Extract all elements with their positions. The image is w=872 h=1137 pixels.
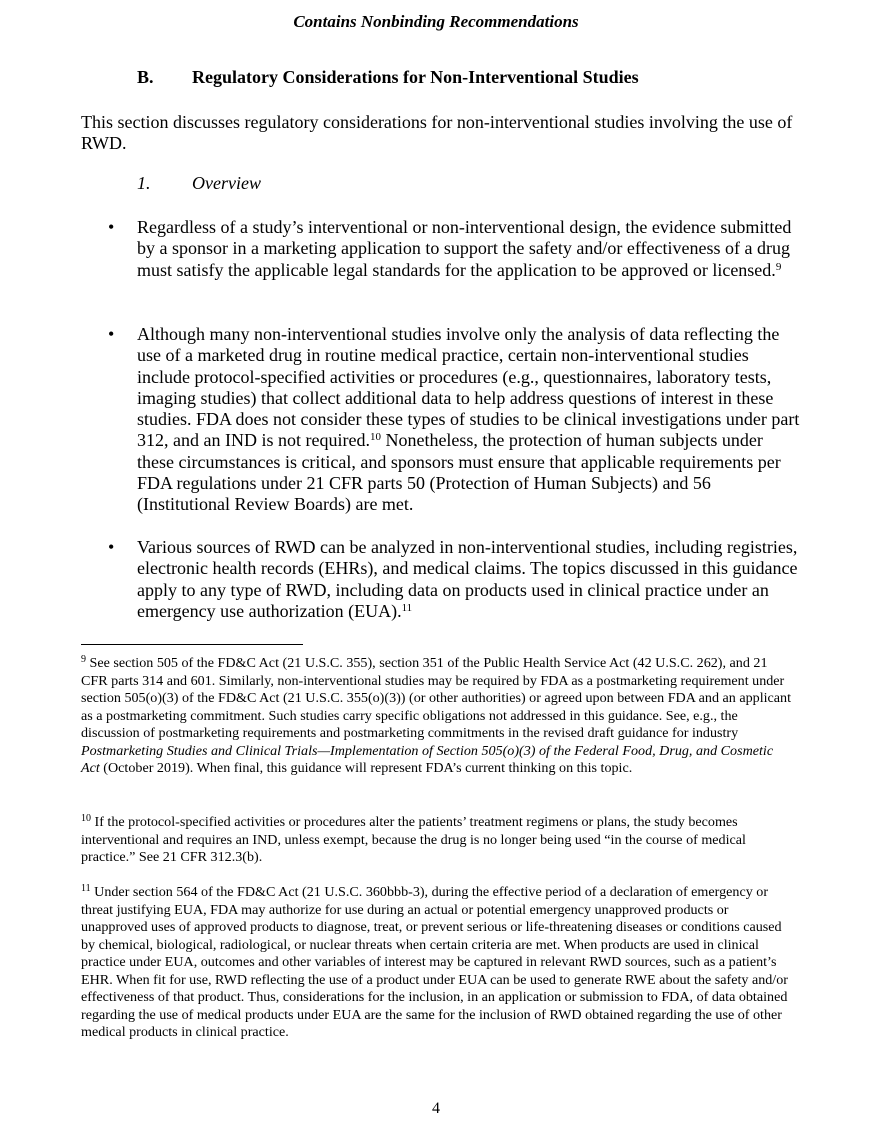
subsection-number: 1. (137, 173, 151, 193)
bullet-text: Although many non-interventional studies involve only the analysis of data reflecting the use of a marketed drug in routine medical practice, certain non-interventional studies include protocol-specified activities or procedures (e.g., questionnaires, laboratory tests, imaging studies) that collect additional data to help address questions of interest in these studies. FDA does not consider these types of studies to be clinical investigations under part 312, and an IND is not required. (137, 324, 800, 451)
bullet-icon: • (108, 537, 115, 557)
page-header: Contains Nonbinding Recommendations (293, 12, 579, 31)
footnote-number: 11 (81, 883, 91, 894)
bullet-icon: • (108, 217, 115, 237)
footnote-number: 9 (81, 654, 86, 665)
footnote-italic-title: Postmarketing Studies and Clinical Trials—Implementation of Section 505(o)(3) of the Federal Food, Drug, and Cosmetic Act (81, 742, 774, 776)
footnote-ref[interactable]: 11 (401, 601, 413, 614)
subsection-title: Overview (192, 173, 261, 193)
bullet-text: Various sources of RWD can be analyzed in non-interventional studies, including registries, electronic health records (EHRs), and medical claims. The topics discussed in this guidance apply to any type of RWD, including data on products used in clinical practice under an emergency use authorization (EUA). (137, 537, 798, 621)
footnote-10 (81, 814, 793, 867)
bullet-item-2 (108, 324, 802, 516)
page-number: 4 (432, 1100, 440, 1117)
subsection-heading (137, 173, 261, 194)
footnote-text: If the protocol-specified activities or procedures alter the patients’ treatment regimens or plans, the study becomes interventional and requires an IND, unless exempt, because the drug is no longer being used “in the course of medical practice.” See 21 CFR 312.3(b). (81, 814, 746, 865)
footnote-9 (81, 655, 793, 778)
section-number: B. (137, 67, 154, 87)
footnote-ref[interactable]: 9 (775, 260, 782, 273)
footnote-text: Under section 564 of the FD&C Act (21 U.S.C. 360bbb-3), during the effective period of a declaration of emergency or threat justifying EUA, FDA may authorize for use during an actual or potential emergency unapproved products or unapproved uses of approved products to diagnose, treat, or prevent serious or life-threatening diseases or conditions caused by chemical, biological, radiological, or nuclear threats when certain criteria are met. When products are used in clinical practice under EUA, outcomes and other variables of interest may be captured in relevant RWD sources, such as a patient’s EHR. When fit for use, RWD reflecting the use of a product under EUA can be used to generate RWE about the safety and/or effectiveness of that product. Thus, considerations for the inclusion, in an application or submission to FDA, of data obtained regarding the use of medical products under EUA are the same for the inclusion of RWD obtained regarding the use of other medical products in clinical practice. (81, 884, 788, 1040)
footnote-text: See section 505 of the FD&C Act (21 U.S.C. 355), section 351 of the Public Health Service Act (42 U.S.C. 262), and 21 CFR parts 314 and 601. Similarly, non-interventional studies may be required by FDA as a postmarketing requirement under section 505(o)(3) of the FD&C Act (21 U.S.C. 355(o)(3)) (or other authorities) or agreed upon between FDA and an applicant as a postmarketing commitment. Such studies carry specific obligations not addressed in this guidance. See, e.g., the discussion of postmarketing requirements and postmarketing commitments in the revised draft guidance for industry (81, 655, 791, 741)
bullet-text-continued: Nonetheless, the protection of human subjects under these circumstances is critical, and sponsors must ensure that applicable requirements per FDA regulations under 21 CFR parts 50 (Protection of Human Subjects) and 56 (Institutional Review Boards) are met. (137, 430, 781, 515)
section-heading (137, 67, 639, 88)
bullet-item-3 (108, 537, 802, 622)
footnote-11 (81, 884, 793, 1042)
section-title: Regulatory Considerations for Non-Interventional Studies (192, 67, 639, 87)
bullet-icon: • (108, 324, 115, 344)
bullet-item-1 (108, 217, 802, 281)
footnote-text-continued: (October 2019). When final, this guidance will represent FDA’s current thinking on this topic. (99, 760, 633, 776)
bullet-text: Regardless of a study’s interventional or non-interventional design, the evidence submitted by a sponsor in a marketing application to support the safety and/or effectiveness of a drug must satisfy the applicable legal standards for the application to be approved or licensed. (137, 217, 792, 280)
footnote-number: 10 (81, 813, 91, 824)
footnote-ref[interactable]: 10 (369, 431, 381, 444)
intro-paragraph: This section discusses regulatory considerations for non-interventional studies involving the use of RWD. (81, 112, 793, 153)
footnote-separator (81, 644, 303, 645)
